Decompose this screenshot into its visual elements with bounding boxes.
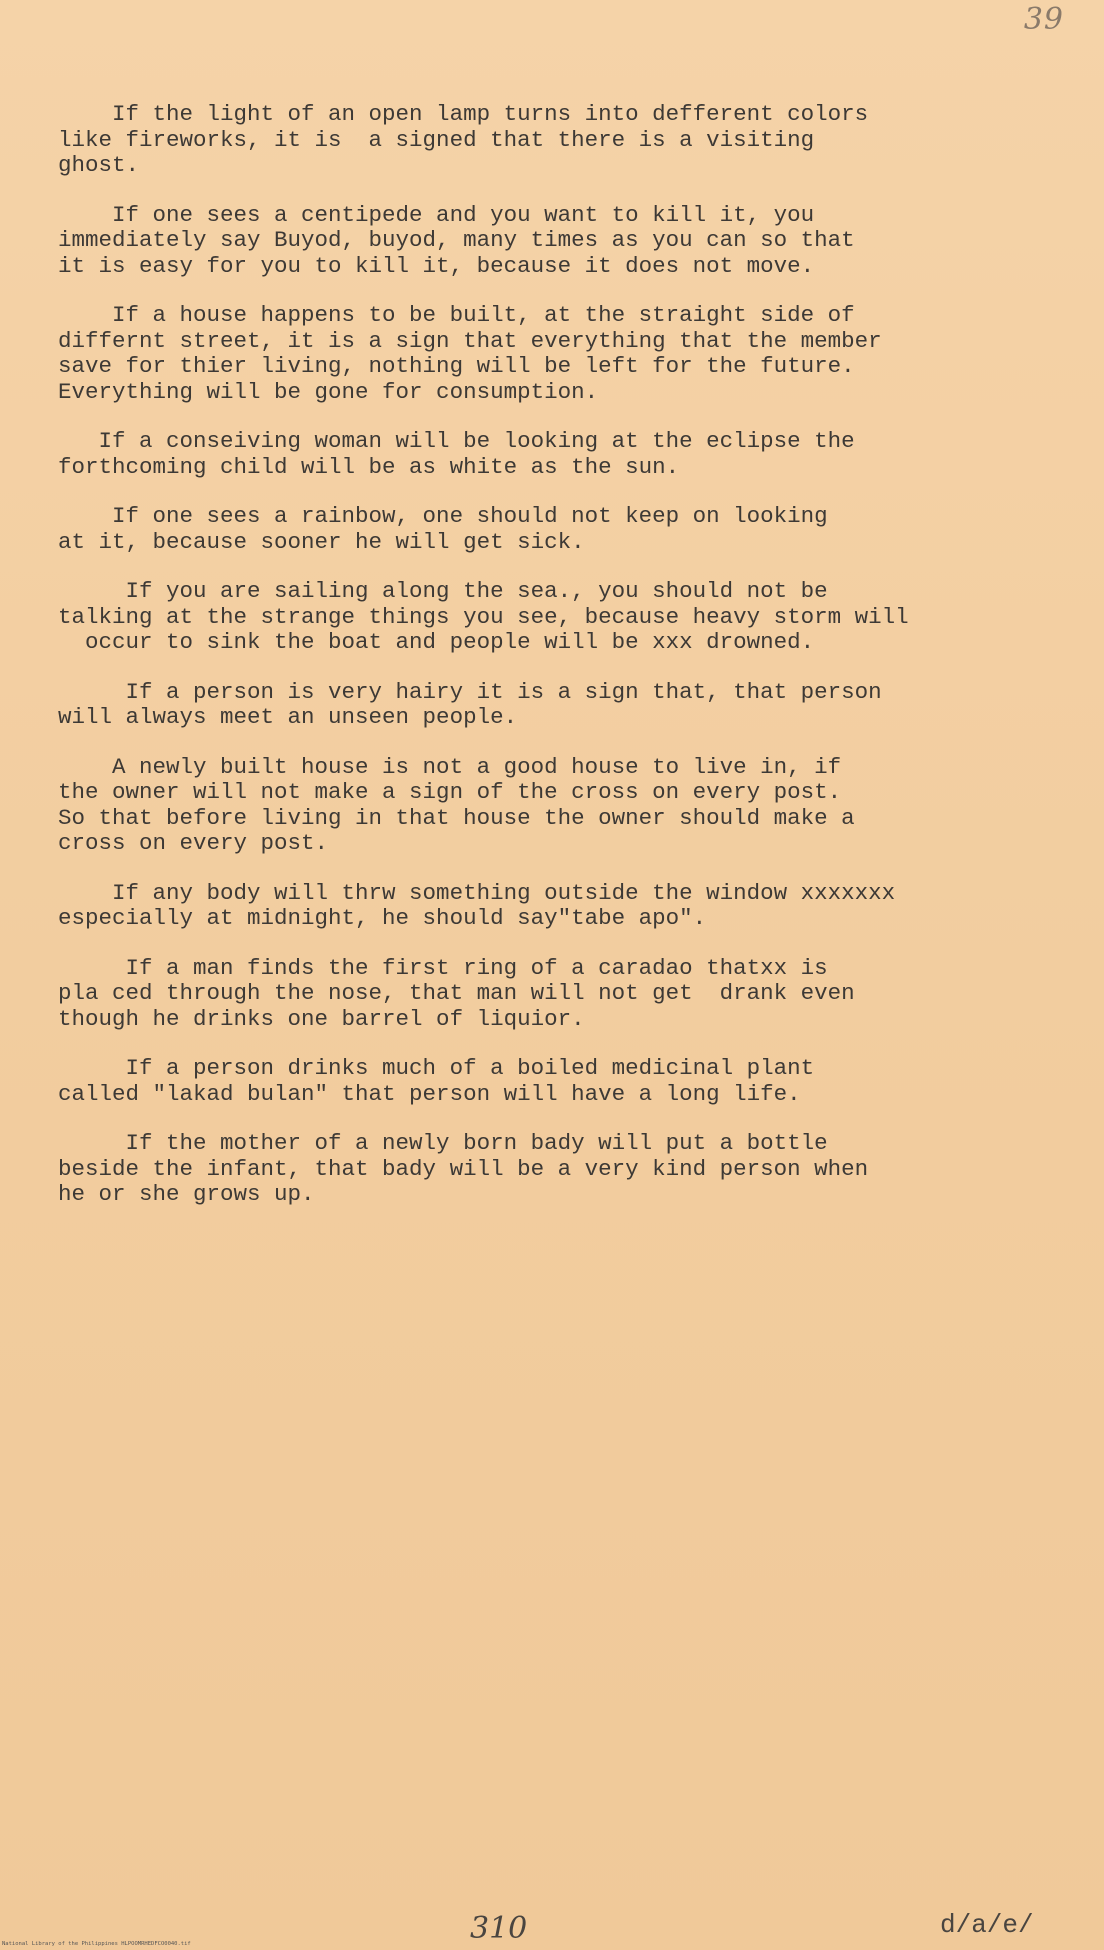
paragraph: If one sees a rainbow, one should not keep on looking at it, because sooner he will get sick. xyxy=(58,503,828,555)
paragraph: If one sees a centipede and you want to kill it, you immediately say Buyod, buyod, many times as you can so that it is easy for you to kill it, because it does not move. xyxy=(58,201,855,279)
paragraph: A newly built house is not a good house to live in, if the owner will not make a sign of the cross on every post. So that before living in that house the owner should make a cross on every post. xyxy=(58,753,855,856)
paragraph: If the mother of a newly born bady will put a bottle beside the infant, that bady will be a very kind person when he or she grows up. xyxy=(58,1130,869,1207)
paragraph: If a house happens to be built, at the straight side of differnt street, it is a sign that everything that the member save for thier living, nothing will be left for the future. Everything will be gone for consumption. xyxy=(58,302,882,405)
paragraph: If the light of an open lamp turns into defferent colors like fireworks, it is a signed that there is a visiting ghost. xyxy=(58,101,869,178)
typewritten-text xyxy=(58,102,1058,1232)
paragraph: If any body will thrw something outside the window xxxxxxx especially at midnight, he should say"tabe apo". xyxy=(58,879,896,931)
page-number-top: 39 xyxy=(1023,2,1064,37)
document-code: d/a/e/ xyxy=(940,1910,1034,1940)
paragraph: If a person drinks much of a boiled medicinal plant called "lakad bulan" that person will have a long life. xyxy=(58,1055,815,1107)
library-credit: National Library of the Philippines HLPOOMRHEDFCO0040.tif xyxy=(2,1941,191,1947)
page-number-bottom: 310 xyxy=(470,1911,528,1946)
paragraph: If a conseiving woman will be looking at the eclipse the forthcoming child will be as white as the sun. xyxy=(58,428,855,480)
paragraph: If a man finds the first ring of a caradao thatxx is pla ced through the nose, that man will not get drank even though he drinks one barrel of liquior. xyxy=(58,954,855,1032)
paragraph: If you are sailing along the sea., you should not be talking at the strange things you see, because heavy storm will occur to sink the boat and people will be xxx drowned. xyxy=(58,578,909,655)
paragraph: If a person is very hairy it is a sign that, that person will always meet an unseen people. xyxy=(58,678,882,730)
